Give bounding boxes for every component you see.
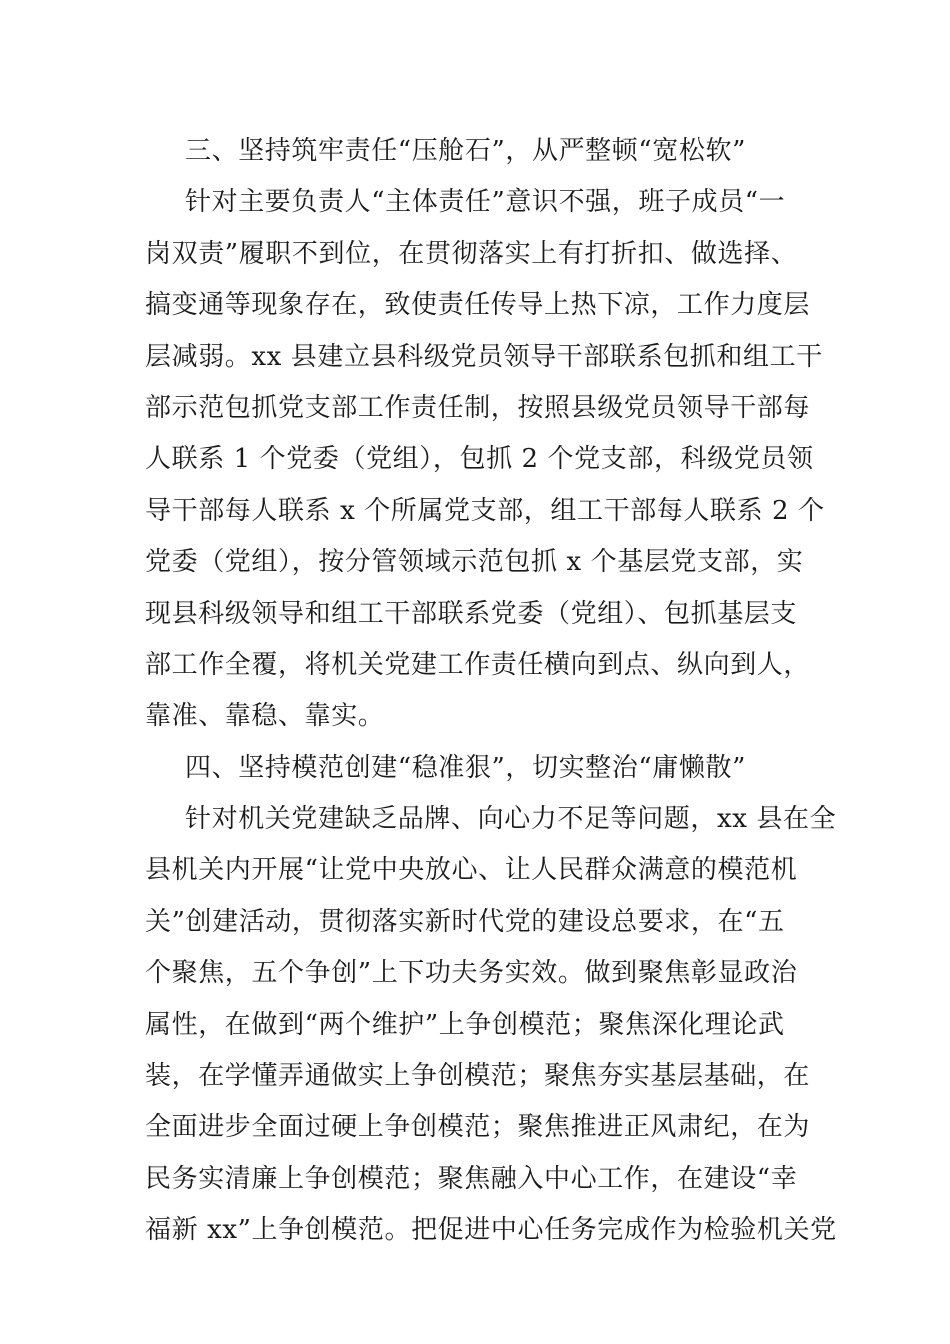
document-body	[145, 126, 837, 1257]
paragraph-line: 县机关内开展“让党中央放心、让人民群众满意的模范机	[145, 855, 798, 886]
paragraph-line: 装，在学懂弄通做实上争创模范；聚焦夯实基层基础，在	[145, 1061, 811, 1092]
section-heading-3: 三、坚持筑牢责任“压舱石”，从严整顿“宽松软”	[185, 136, 746, 166]
paragraph-line: 部示范包抓党支部工作责任制，按照县级党员领导干部每	[145, 392, 811, 423]
paragraph-line: 人联系 1 个党委（党组），包抓 2 个党支部，科级党员领	[145, 444, 814, 475]
paragraph-line: 个聚焦，五个争创”上下功夫务实效。做到聚焦彰显政治	[145, 958, 798, 989]
paragraph-line: 针对机关党建缺乏品牌、向心力不足等问题，xx 县在全	[185, 804, 837, 835]
paragraph-line: 福新 xx”上争创模范。把促进中心任务完成作为检验机关党	[145, 1215, 837, 1246]
paragraph-line: 针对主要负责人“主体责任”意识不强，班子成员“一	[185, 187, 786, 218]
paragraph-line: 导干部每人联系 x 个所属党支部，组工干部每人联系 2 个	[145, 495, 825, 526]
paragraph-line: 部工作全覆，将机关党建工作责任横向到点、纵向到人，	[145, 649, 811, 680]
paragraph-line: 岗双责”履职不到位，在贯彻落实上有打折扣、做选择、	[145, 238, 798, 269]
paragraph-line: 党委（党组），按分管领域示范包抓 x 个基层党支部，实	[145, 547, 804, 578]
paragraph-line: 民务实清廉上争创模范；聚焦融入中心工作，在建设“幸	[145, 1163, 798, 1194]
paragraph-line: 层减弱。xx 县建立县科级党员领导干部联系包抓和组工干	[145, 341, 823, 372]
paragraph-line: 全面进步全面过硬上争创模范；聚焦推进正风肃纪，在为	[145, 1112, 811, 1143]
paragraph-line: 属性，在做到“两个维护”上争创模范；聚焦深化理论武	[145, 1009, 785, 1040]
section-heading-4: 四、坚持模范创建“稳准狠”，切实整治“庸懒散”	[185, 752, 746, 783]
paragraph-line: 关”创建活动，贯彻落实新时代党的建设总要求，在“五	[145, 906, 785, 937]
paragraph-line: 现县科级领导和组工干部联系党委（党组）、包抓基层支	[145, 598, 798, 629]
paragraph-line: 搞变通等现象存在，致使责任传导上热下凉，工作力度层	[145, 290, 811, 321]
paragraph-line: 靠准、靠稳、靠实。	[145, 701, 385, 732]
